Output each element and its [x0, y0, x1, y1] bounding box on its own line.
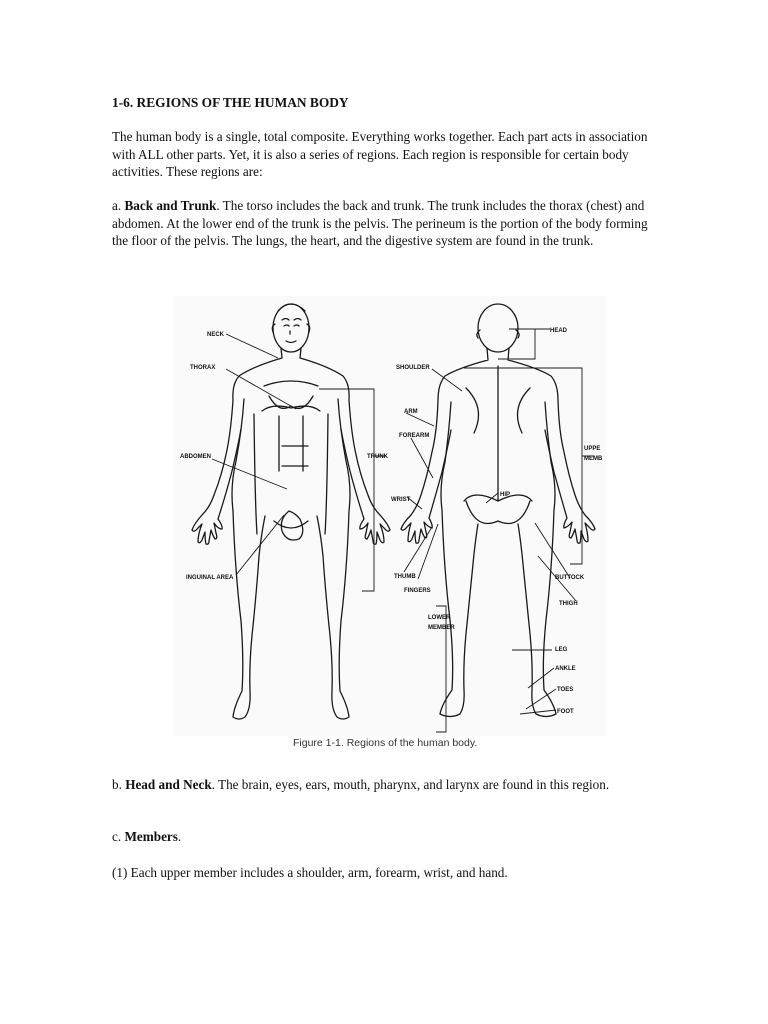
- item-a-text: . The torso includes the back and trunk. The trunk includes the thorax (chest) and abdomen. At the lower end of the trunk is the pelvis. The perineum is the portion of the body forming the floor of the pelvis. The lungs, the heart, and the digestive system are found in the trunk.: [112, 198, 648, 249]
- label-inguinal-area: INGUINAL AREA: [186, 575, 234, 581]
- item-c-paragraph: [112, 828, 664, 846]
- item-c-term: Members: [124, 829, 178, 844]
- label-lower-member-2: MEMBER: [428, 625, 455, 631]
- label-leg: LEG: [555, 647, 568, 653]
- label-wrist: WRIST: [391, 497, 411, 503]
- label-buttock: BUTTOCK: [555, 575, 585, 581]
- item-a-term: Back and Trunk: [124, 198, 217, 213]
- label-foot: FOOT: [557, 709, 574, 715]
- label-abdomen: ABDOMEN: [180, 454, 211, 460]
- section-heading: 1-6. REGIONS OF THE HUMAN BODY: [112, 95, 349, 110]
- label-forearm: FOREARM: [399, 433, 430, 439]
- item-a-prefix: a.: [112, 198, 125, 213]
- label-ankle: ANKLE: [555, 666, 576, 672]
- label-fingers: FINGERS: [404, 588, 431, 594]
- label-thumb: THUMB: [394, 574, 416, 580]
- label-toes: TOES: [557, 687, 574, 693]
- label-hip: HIP: [500, 492, 511, 498]
- front-body-figure: [192, 304, 390, 719]
- item-c1-paragraph: (1) Each upper member includes a shoulder, arm, forearm, wrist, and hand.: [112, 865, 508, 880]
- label-upper-member-2: MEMB: [584, 456, 603, 462]
- body-regions-figure: [174, 296, 606, 736]
- label-arm: ARM: [404, 409, 418, 415]
- back-body-figure: [401, 304, 595, 717]
- item-a-paragraph: [112, 197, 664, 250]
- body-regions-illustration: [174, 296, 606, 736]
- label-thigh: THIGH: [559, 601, 578, 607]
- label-upper-member-1: UPPE: [584, 446, 601, 452]
- label-lower-member-1: LOWER: [428, 615, 451, 621]
- label-shoulder: SHOULDER: [396, 365, 430, 371]
- label-thorax: THORAX: [190, 365, 216, 371]
- item-c-prefix: c.: [112, 829, 125, 844]
- item-b-paragraph: [112, 776, 664, 794]
- label-head: HEAD: [550, 328, 568, 334]
- item-c-suffix: .: [177, 829, 182, 844]
- item-b-prefix: b.: [112, 777, 126, 792]
- intro-paragraph: The human body is a single, total composite. Everything works together. Each part acts in association with ALL other parts. Yet, it is also a series of regions. Each region is responsible for certain body activities. These regions are:: [112, 129, 648, 180]
- item-b-text: . The brain, eyes, ears, mouth, pharynx, and larynx are found in this region.: [211, 777, 610, 792]
- item-b-term: Head and Neck: [125, 777, 212, 792]
- label-trunk: TRUNK: [367, 454, 388, 460]
- figure-caption: Figure 1-1. Regions of the human body.: [293, 737, 478, 749]
- label-neck: NECK: [207, 332, 225, 338]
